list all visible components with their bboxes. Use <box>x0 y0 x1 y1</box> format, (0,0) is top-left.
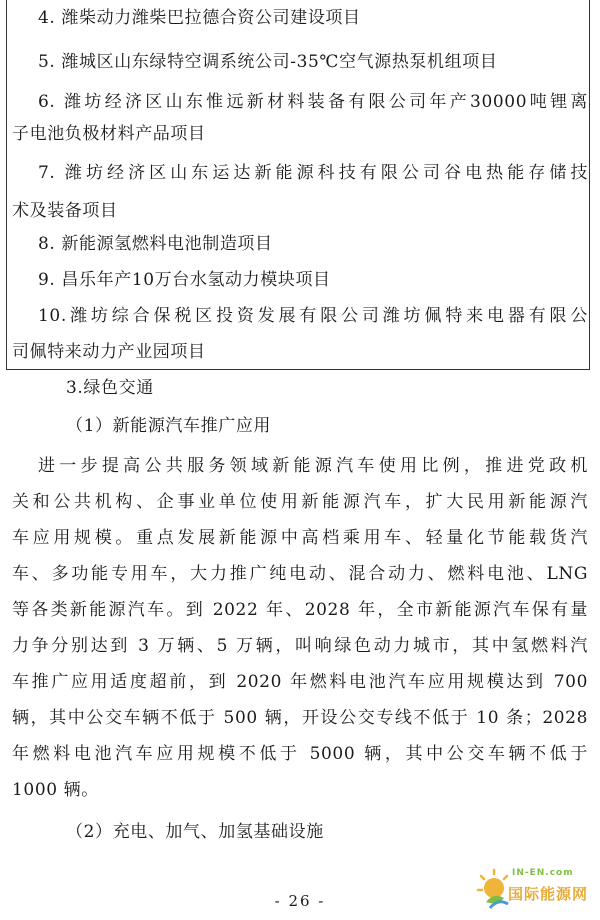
project-item-10-line-2: 司佩特来动力产业园项目 <box>12 342 206 362</box>
paragraph-line-9: 年燃料电池汽车应用规模不低于 5000 辆，其中公交车辆不低于 <box>12 744 588 764</box>
paragraph-line-3: 车应用规模。重点发展新能源中高档乘用车、轻量化节能载货汽 <box>12 528 588 548</box>
project-item-9: 9. 昌乐年产10万台水氢动力模块项目 <box>38 270 331 290</box>
subheading-infrastructure: （2）充电、加气、加氢基础设施 <box>66 822 324 842</box>
watermark-en: IN-EN.com <box>512 868 574 878</box>
watermark-cn: 国际能源网 <box>508 885 589 903</box>
paragraph-line-6: 力争分别达到 3 万辆、5 万辆，叫响绿色动力城市，其中氢燃料汽 <box>12 636 588 656</box>
paragraph-line-2: 关和公共机构、企事业单位使用新能源汽车，扩大民用新能源汽 <box>12 492 588 512</box>
section-heading: 3.绿色交通 <box>66 378 154 398</box>
project-item-8: 8. 新能源氢燃料电池制造项目 <box>38 234 273 254</box>
project-item-6-line-2: 子电池负极材料产品项目 <box>12 124 206 144</box>
subheading-new-energy-vehicles: （1）新能源汽车推广应用 <box>66 416 272 436</box>
project-item-6-line-1: 6. 潍坊经济区山东惟远新材料装备有限公司年产30000吨锂离 <box>38 92 588 112</box>
paragraph-line-10: 1000 辆。 <box>12 780 99 800</box>
project-item-10-line-1: 10.潍坊综合保税区投资发展有限公司潍坊佩特来电器有限公 <box>38 306 588 326</box>
project-item-7-line-1: 7. 潍坊经济区山东运达新能源科技有限公司谷电热能存储技 <box>38 163 588 183</box>
paragraph-line-8: 辆，其中公交车辆不低于 500 辆，开设公交专线不低于 10 条；2028 <box>12 708 588 728</box>
project-item-4: 4. 潍柴动力潍柴巴拉德合资公司建设项目 <box>38 8 361 28</box>
paragraph-line-1: 进一步提高公共服务领域新能源汽车使用比例，推进党政机 <box>38 456 588 476</box>
project-item-7-line-2: 术及装备项目 <box>12 201 118 221</box>
page-number: - 26 - <box>274 892 326 910</box>
paragraph-line-5: 等各类新能源汽车。到 2022 年、2028 年，全市新能源汽车保有量 <box>12 600 588 620</box>
paragraph-line-7: 车推广应用适度超前，到 2020 年燃料电池汽车应用规模达到 700 <box>12 672 588 692</box>
project-item-5: 5. 潍城区山东绿特空调系统公司-35℃空气源热泵机组项目 <box>38 52 498 72</box>
paragraph-line-4: 车、多功能专用车，大力推广纯电动、混合动力、燃料电池、LNG <box>12 564 588 584</box>
